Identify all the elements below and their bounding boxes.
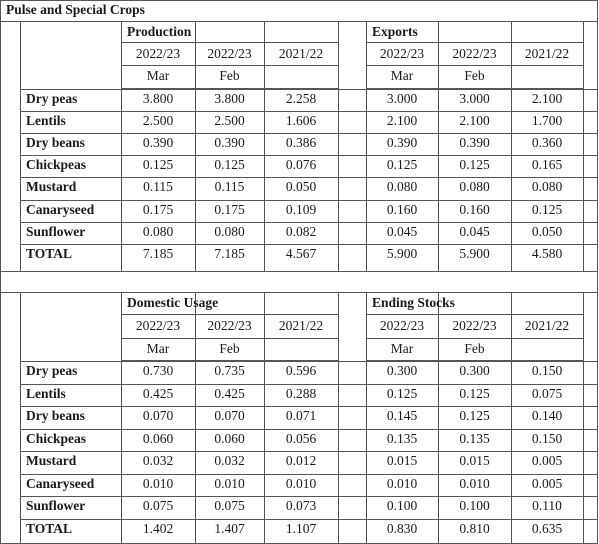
column-line bbox=[438, 293, 439, 543]
column-month-header: Feb bbox=[219, 68, 240, 83]
data-cell: 0.070 bbox=[214, 408, 245, 423]
column-line bbox=[264, 22, 265, 271]
data-cell: 0.140 bbox=[531, 408, 563, 423]
data-cell: 0.125 bbox=[459, 157, 490, 172]
header-rule bbox=[366, 314, 584, 315]
data-cell: 0.425 bbox=[214, 386, 245, 401]
column-line bbox=[121, 293, 122, 543]
row-label: Chickpeas bbox=[26, 157, 87, 172]
data-cell: 0.360 bbox=[531, 135, 563, 150]
data-cell: 0.010 bbox=[142, 476, 174, 491]
row-label: Dry beans bbox=[26, 135, 85, 150]
column-line bbox=[195, 22, 196, 271]
data-cell: 0.145 bbox=[386, 408, 418, 423]
data-cell: 0.050 bbox=[531, 224, 563, 239]
data-cell: 0.075 bbox=[531, 386, 563, 401]
column-year-header: 2021/22 bbox=[278, 318, 324, 333]
data-cell: 0.125 bbox=[459, 408, 490, 423]
data-cell: 0.830 bbox=[386, 521, 418, 536]
data-cell: 0.080 bbox=[531, 179, 563, 194]
row-rule bbox=[20, 222, 598, 223]
data-cell: 3.000 bbox=[386, 91, 418, 106]
outer-border-top bbox=[0, 0, 598, 1]
data-cell: 0.060 bbox=[214, 431, 245, 446]
data-cell: 1.700 bbox=[531, 113, 563, 128]
data-cell: 0.080 bbox=[386, 179, 418, 194]
row-label: Mustard bbox=[26, 453, 77, 468]
data-cell: 0.010 bbox=[285, 476, 317, 491]
row-label: Dry beans bbox=[26, 408, 85, 423]
row-rule bbox=[20, 384, 598, 385]
row-rule bbox=[20, 200, 598, 201]
data-cell: 0.150 bbox=[531, 363, 563, 378]
data-cell: 0.005 bbox=[531, 453, 563, 468]
row-label: Sunflower bbox=[26, 498, 86, 513]
header-rule bbox=[366, 65, 584, 66]
data-cell: 2.100 bbox=[531, 91, 563, 106]
data-cell: 0.125 bbox=[142, 157, 174, 172]
data-cell: 0.125 bbox=[214, 157, 245, 172]
data-cell: 0.032 bbox=[142, 453, 174, 468]
row-label: Dry peas bbox=[26, 363, 78, 378]
data-cell: 0.056 bbox=[285, 431, 317, 446]
column-year-header: 2022/23 bbox=[135, 46, 181, 61]
data-cell: 0.010 bbox=[386, 476, 418, 491]
table-title: Pulse and Special Crops bbox=[6, 2, 145, 17]
row-label: TOTAL bbox=[26, 246, 73, 261]
data-cell: 0.110 bbox=[532, 498, 562, 513]
data-cell: 2.500 bbox=[142, 113, 174, 128]
row-label: Chickpeas bbox=[26, 431, 87, 446]
data-cell: 0.109 bbox=[285, 202, 317, 217]
data-cell: 2.258 bbox=[285, 91, 317, 106]
header-rule bbox=[121, 65, 339, 66]
data-cell: 0.125 bbox=[386, 157, 418, 172]
data-cell: 0.070 bbox=[142, 408, 174, 423]
data-cell: 0.390 bbox=[214, 135, 245, 150]
data-cell: 0.635 bbox=[531, 521, 563, 536]
column-line bbox=[338, 293, 339, 543]
row-rule bbox=[20, 133, 598, 134]
data-cell: 3.800 bbox=[142, 91, 174, 106]
data-cell: 0.115 bbox=[214, 179, 245, 194]
section-divider bbox=[0, 292, 598, 293]
row-label: Lentils bbox=[26, 386, 66, 401]
row-label: Canaryseed bbox=[26, 476, 95, 491]
section-divider bbox=[0, 271, 598, 272]
row-label: TOTAL bbox=[26, 521, 73, 536]
data-cell: 7.185 bbox=[142, 246, 174, 261]
row-rule bbox=[20, 244, 598, 245]
row-rule bbox=[20, 519, 598, 520]
header-rule bbox=[121, 338, 339, 339]
column-line bbox=[264, 293, 265, 543]
data-cell: 0.080 bbox=[214, 224, 245, 239]
column-line bbox=[366, 293, 367, 543]
data-cell: 0.125 bbox=[459, 386, 490, 401]
column-month-header: Feb bbox=[464, 68, 485, 83]
data-cell: 0.386 bbox=[285, 135, 317, 150]
data-cell: 0.060 bbox=[142, 431, 174, 446]
row-rule bbox=[20, 361, 598, 362]
data-cell: 2.100 bbox=[459, 113, 490, 128]
column-month-header: Feb bbox=[464, 341, 485, 356]
bottom-left-panel-heading: Domestic Usage bbox=[127, 295, 219, 310]
data-cell: 0.080 bbox=[459, 179, 490, 194]
data-cell: 0.150 bbox=[531, 431, 563, 446]
data-cell: 0.390 bbox=[142, 135, 174, 150]
data-cell: 0.071 bbox=[285, 408, 317, 423]
row-rule bbox=[20, 474, 598, 475]
data-cell: 2.100 bbox=[386, 113, 418, 128]
row-rule bbox=[20, 89, 598, 90]
data-cell: 0.082 bbox=[285, 224, 317, 239]
row-rule bbox=[20, 496, 598, 497]
title-rule bbox=[0, 21, 598, 22]
outer-border-right bbox=[597, 0, 598, 544]
data-cell: 0.005 bbox=[531, 476, 563, 491]
column-year-header: 2021/22 bbox=[278, 46, 324, 61]
column-year-header: 2022/23 bbox=[452, 318, 497, 333]
data-cell: 0.390 bbox=[459, 135, 490, 150]
column-line bbox=[121, 22, 122, 271]
column-line bbox=[338, 22, 339, 271]
row-label: Mustard bbox=[26, 179, 77, 194]
data-cell: 0.300 bbox=[386, 363, 418, 378]
data-cell: 1.107 bbox=[285, 521, 317, 536]
data-cell: 0.100 bbox=[459, 498, 490, 513]
row-rule bbox=[20, 451, 598, 452]
column-year-header: 2022/23 bbox=[135, 318, 181, 333]
column-line bbox=[511, 22, 512, 271]
column-line bbox=[438, 22, 439, 271]
column-month-header: Mar bbox=[146, 68, 170, 83]
data-cell: 0.075 bbox=[214, 498, 245, 513]
data-cell: 0.135 bbox=[386, 431, 418, 446]
data-cell: 0.810 bbox=[459, 521, 490, 536]
data-cell: 0.125 bbox=[386, 386, 418, 401]
column-year-header: 2022/23 bbox=[452, 46, 497, 61]
data-cell: 0.160 bbox=[386, 202, 418, 217]
outer-border-left bbox=[0, 0, 1, 544]
data-cell: 0.080 bbox=[142, 224, 174, 239]
column-month-header: Feb bbox=[219, 341, 240, 356]
data-cell: 5.900 bbox=[459, 246, 490, 261]
header-rule bbox=[121, 314, 339, 315]
data-cell: 0.596 bbox=[285, 363, 317, 378]
data-cell: 0.100 bbox=[386, 498, 418, 513]
data-cell: 4.567 bbox=[285, 246, 317, 261]
data-cell: 0.125 bbox=[531, 202, 563, 217]
data-cell: 0.032 bbox=[214, 453, 245, 468]
column-line bbox=[583, 293, 584, 543]
row-rule bbox=[20, 177, 598, 178]
data-cell: 0.050 bbox=[285, 179, 317, 194]
data-cell: 0.135 bbox=[459, 431, 490, 446]
data-cell: 0.010 bbox=[459, 476, 490, 491]
data-cell: 1.606 bbox=[285, 113, 317, 128]
column-line bbox=[511, 293, 512, 543]
data-cell: 0.076 bbox=[285, 157, 317, 172]
header-rule bbox=[366, 338, 584, 339]
column-year-header: 2021/22 bbox=[524, 318, 570, 333]
label-column-line bbox=[20, 22, 21, 271]
data-cell: 0.012 bbox=[285, 453, 317, 468]
data-cell: 0.115 bbox=[143, 179, 173, 194]
row-label: Lentils bbox=[26, 113, 66, 128]
data-cell: 7.185 bbox=[214, 246, 245, 261]
column-line bbox=[583, 22, 584, 271]
data-cell: 0.425 bbox=[142, 386, 174, 401]
row-rule bbox=[20, 155, 598, 156]
data-cell: 0.045 bbox=[459, 224, 490, 239]
row-label: Dry peas bbox=[26, 91, 78, 106]
data-cell: 0.073 bbox=[285, 498, 317, 513]
row-rule bbox=[20, 111, 598, 112]
data-cell: 5.900 bbox=[386, 246, 418, 261]
data-cell: 0.165 bbox=[531, 157, 563, 172]
data-cell: 1.402 bbox=[142, 521, 174, 536]
column-month-header: Mar bbox=[146, 341, 170, 356]
data-cell: 0.735 bbox=[214, 363, 245, 378]
row-label: Sunflower bbox=[26, 224, 86, 239]
top-left-panel-heading: Production bbox=[127, 24, 192, 39]
label-column-line bbox=[20, 293, 21, 543]
column-year-header: 2022/23 bbox=[207, 318, 252, 333]
data-cell: 0.010 bbox=[214, 476, 245, 491]
data-cell: 0.730 bbox=[142, 363, 174, 378]
bottom-right-panel-heading: Ending Stocks bbox=[372, 295, 455, 310]
column-month-header: Mar bbox=[390, 341, 414, 356]
data-cell: 0.160 bbox=[459, 202, 490, 217]
data-cell: 0.390 bbox=[386, 135, 418, 150]
data-cell: 2.500 bbox=[214, 113, 245, 128]
row-label: Canaryseed bbox=[26, 202, 95, 217]
data-cell: 0.015 bbox=[386, 453, 418, 468]
top-right-panel-heading: Exports bbox=[372, 24, 418, 39]
data-cell: 0.045 bbox=[386, 224, 418, 239]
data-cell: 3.000 bbox=[459, 91, 490, 106]
row-rule bbox=[20, 429, 598, 430]
data-cell: 0.075 bbox=[142, 498, 174, 513]
column-line bbox=[195, 293, 196, 543]
column-month-header: Mar bbox=[390, 68, 414, 83]
data-cell: 0.015 bbox=[459, 453, 490, 468]
data-cell: 4.580 bbox=[531, 246, 563, 261]
header-rule bbox=[121, 42, 339, 43]
column-year-header: 2022/23 bbox=[379, 46, 425, 61]
data-cell: 3.800 bbox=[214, 91, 245, 106]
column-year-header: 2022/23 bbox=[207, 46, 252, 61]
data-cell: 0.175 bbox=[214, 202, 245, 217]
column-year-header: 2021/22 bbox=[524, 46, 570, 61]
data-cell: 0.175 bbox=[142, 202, 174, 217]
header-rule bbox=[366, 42, 584, 43]
row-rule bbox=[20, 406, 598, 407]
column-line bbox=[366, 22, 367, 271]
data-cell: 1.407 bbox=[214, 521, 245, 536]
data-cell: 0.288 bbox=[285, 386, 317, 401]
column-year-header: 2022/23 bbox=[379, 318, 425, 333]
data-cell: 0.300 bbox=[459, 363, 490, 378]
